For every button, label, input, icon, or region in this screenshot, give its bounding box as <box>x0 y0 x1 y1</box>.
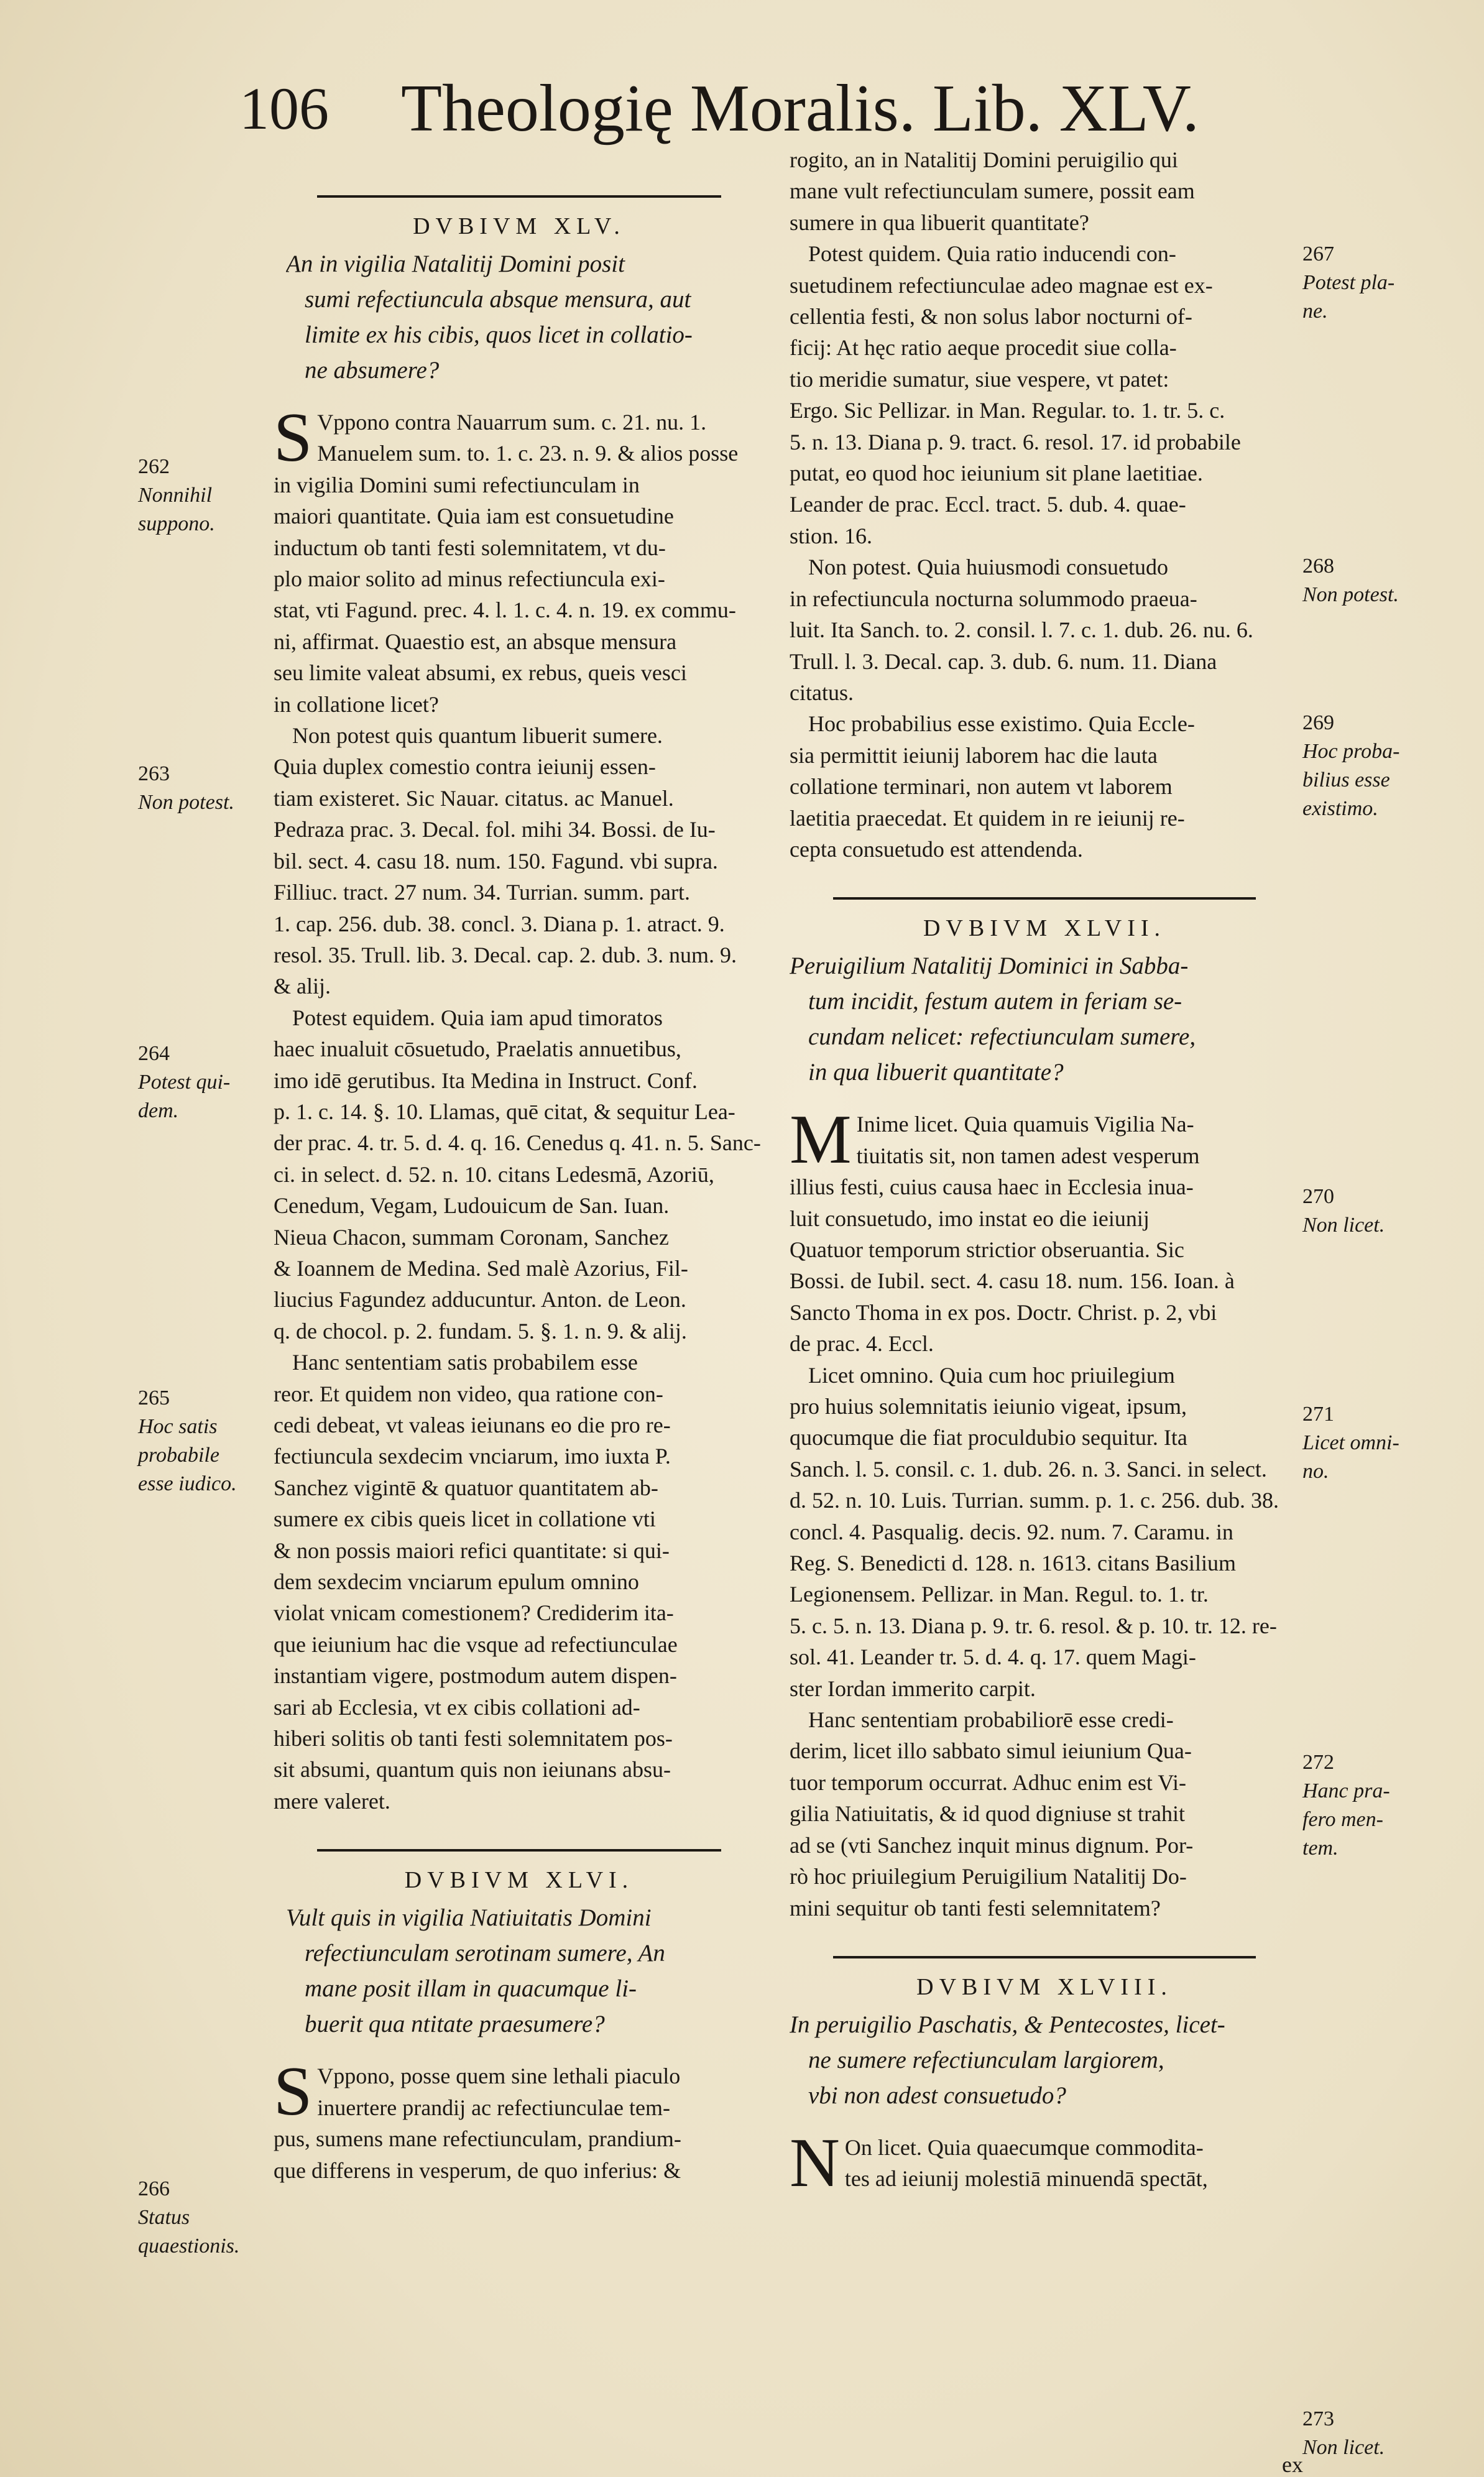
margin-note-267 <box>1302 240 1394 326</box>
dubium-47-question <box>790 948 1299 1090</box>
right-column <box>790 144 1299 2202</box>
continued-text <box>790 144 1299 238</box>
text-line: Legionensem. Pellizar. in Man. Regul. to. 1. tr. <box>790 1582 1209 1607</box>
left-column <box>274 144 765 2186</box>
section-rule <box>317 195 721 198</box>
dubium-46-question <box>274 1900 765 2042</box>
dubium-45-para-3 <box>274 1002 765 1347</box>
text-line: mane vult refectiunculam sumere, possit eam <box>790 178 1195 204</box>
margin-text: Non potest. <box>138 791 234 814</box>
text-line: Bossi. de Iubil. sect. 4. casu 18. num. 156. Ioan. à <box>790 1268 1235 1294</box>
dubium-48-question <box>790 2007 1299 2113</box>
margin-number: 273 <box>1302 2407 1334 2430</box>
dubium-45-heading: DVBIVM XLV. <box>413 213 625 239</box>
margin-note-272 <box>1302 1748 1390 1863</box>
margin-text: probabile <box>138 1444 219 1467</box>
margin-number: 272 <box>1302 1751 1334 1774</box>
text-line: maiori quantitate. Quia iam est consuetudine <box>274 504 674 529</box>
text-line: hiberi solitis ob tanti festi solemnitatem pos- <box>274 1726 673 1751</box>
text-line: inuertere prandij ac refectiunculae tem- <box>317 2095 670 2120</box>
dubium-47-para-3 <box>790 1704 1299 1924</box>
text-line: 5. c. 5. n. 13. Diana p. 9. tr. 6. resol. & p. 10. tr. 12. re- <box>790 1613 1277 1638</box>
margin-text: Hoc proba- <box>1302 740 1400 763</box>
question-line: In peruigilio Paschatis, & Pentecostes, licet- <box>790 2011 1225 2038</box>
text-line: de prac. 4. Eccl. <box>790 1331 934 1357</box>
text-line: plo maior solito ad minus refectiuncula exi- <box>274 566 665 592</box>
question-line: vbi non adest consuetudo? <box>808 2082 1066 2109</box>
dubium-48-heading: DVBIVM XLVIII. <box>916 1973 1173 2000</box>
margin-number: 264 <box>138 1042 170 1065</box>
margin-note-263 <box>138 760 234 817</box>
text-line: in vigilia Domini sumi refectiunculam in <box>274 472 640 497</box>
dubium-45-question <box>274 246 765 388</box>
dubium-46-heading: DVBIVM XLVI. <box>404 1867 634 1894</box>
margin-text: quaestionis. <box>138 2235 240 2258</box>
text-line: Non potest. Quia huiusmodi consuetudo <box>808 555 1168 580</box>
text-line: cepta consuetudo est attendenda. <box>790 836 1083 862</box>
margin-number: 270 <box>1302 1185 1334 1208</box>
text-line: laetitia praecedat. Et quidem in re ieiunij re- <box>790 805 1185 831</box>
text-line: & alij. <box>274 974 331 999</box>
question-line: tum incidit, festum autem in feriam se- <box>808 988 1182 1015</box>
question-line: refectiunculam serotinam sumere, An <box>305 1940 665 1967</box>
text-line: cedi debeat, vt valeas ieiunans eo die pro re- <box>274 1413 671 1437</box>
text-line: Sanchez vigintē & quatuor quantitatem ab- <box>274 1475 658 1500</box>
para-non-potest <box>790 551 1299 708</box>
margin-note-271 <box>1302 1400 1399 1486</box>
text-line: que ieiunium hac die vsque ad refectiunculae <box>274 1631 678 1657</box>
text-line: mini sequitur ob tanti festi selemnitatem? <box>790 1895 1161 1921</box>
section-rule <box>833 897 1256 900</box>
question-line: mane posit illam in quacumque li- <box>305 1975 637 2003</box>
text-line: ni, affirmat. Quaestio est, an absque mensura <box>274 629 677 654</box>
text-line: suetudinem refectiunculae adeo magnae est ex- <box>790 272 1213 298</box>
margin-number: 265 <box>138 1386 170 1409</box>
drop-cap: S <box>274 399 313 476</box>
question-line: ne absumere? <box>305 357 440 384</box>
question-line: buerit qua ntitate praesumere? <box>305 2011 605 2038</box>
text-line: p. 1. c. 14. §. 10. Llamas, quē citat, & sequitur Lea- <box>274 1099 735 1124</box>
text-line: tio meridie sumatur, siue vespere, vt patet: <box>790 366 1169 392</box>
text-line: On licet. Quia quaecumque commodita- <box>844 2134 1204 2160</box>
question-line: limite ex his cibis, quos licet in collatio- <box>305 321 693 348</box>
text-line: Sanch. l. 5. consil. c. 1. dub. 26. n. 3. Sanci. in select. <box>790 1456 1267 1482</box>
margin-text: existimo. <box>1302 797 1378 820</box>
question-line: An in vigilia Natalitij Domini posit <box>286 251 625 277</box>
text-line: liucius Fagundez adducuntur. Anton. de Leon. <box>274 1287 686 1312</box>
section-rule <box>317 1849 721 1852</box>
dubium-48-para-1 <box>790 2124 1299 2202</box>
dubium-47-para-2 <box>790 1360 1299 1704</box>
page-number: 106 <box>239 75 329 142</box>
margin-text: no. <box>1302 1460 1329 1483</box>
margin-note-266 <box>138 2175 239 2261</box>
margin-note-269 <box>1302 709 1399 823</box>
text-line: resol. 35. Trull. lib. 3. Decal. cap. 2. dub. 3. num. 9. <box>274 942 737 967</box>
text-line: sit absumi, quantum quis non ieiunans absu- <box>274 1757 671 1783</box>
para-hoc-probabilius <box>790 708 1299 865</box>
text-line: rogito, an in Natalitij Domini peruigilio qui <box>790 147 1178 172</box>
text-line: sumere ex cibis queis licet in collatione vti <box>274 1506 656 1532</box>
margin-number: 271 <box>1302 1403 1334 1426</box>
text-line: Hoc probabilius esse existimo. Quia Eccle- <box>808 711 1195 737</box>
text-line: d. 52. n. 10. Luis. Turrian. summ. p. 1. c. 256. dub. 38. <box>790 1488 1279 1513</box>
margin-number: 266 <box>138 2177 170 2200</box>
drop-cap: S <box>274 2053 313 2131</box>
text-line: stat, vti Fagund. prec. 4. l. 1. c. 4. n. 19. ex commu- <box>274 597 736 623</box>
text-line: Hanc sententiam satis probabilem esse <box>292 1350 638 1375</box>
text-line: citatus. <box>790 680 854 705</box>
text-line: que differens in vesperum, de quo inferius: & <box>274 2157 681 2183</box>
text-line: & Ioannem de Medina. Sed malè Azorius, Fil- <box>274 1255 688 1281</box>
margin-text: Licet omni- <box>1302 1431 1399 1454</box>
text-line: Licet omnino. Quia cum hoc priuilegium <box>808 1362 1175 1388</box>
dubium-45-para-4 <box>274 1347 765 1817</box>
text-line: inductum ob tanti festi solemnitatem, vt du- <box>274 535 666 560</box>
margin-text: Potest qui- <box>138 1071 231 1094</box>
text-line: Potest equidem. Quia iam apud timoratos <box>292 1005 663 1030</box>
text-line: ster Iordan immerito carpit. <box>790 1676 1036 1701</box>
text-line: 5. n. 13. Diana p. 9. tract. 6. resol. 17. id probabile <box>790 429 1241 454</box>
margin-text: suppono. <box>138 512 215 535</box>
running-title: Theologię Moralis. Lib. XLV. <box>401 71 1199 145</box>
margin-text: bilius esse <box>1302 768 1390 791</box>
question-line: ne sumere refectiunculam largiorem, <box>808 2046 1164 2073</box>
text-line: sia permittit ieiunij laborem hac die lauta <box>790 742 1158 768</box>
question-line: Peruigilium Natalitij Dominici in Sabba- <box>790 953 1189 980</box>
text-line: Reg. S. Benedicti d. 128. n. 1613. citans Basilium <box>790 1551 1236 1576</box>
drop-cap: N <box>790 2124 840 2202</box>
text-line: q. de chocol. p. 2. fundam. 5. §. 1. n. 9. & alij. <box>274 1318 687 1344</box>
text-line: pus, sumens mane refectiunculam, prandium- <box>274 2126 681 2152</box>
text-line: ficij: At hęc ratio aeque procedit siue colla- <box>790 335 1177 361</box>
text-line: seu limite valeat absumi, ex rebus, queis vesci <box>274 660 687 686</box>
text-line: Hanc sententiam probabiliorē esse credi- <box>808 1707 1174 1733</box>
text-line: violat vnicam comestionem? Crediderim ita- <box>274 1600 674 1626</box>
text-line: quocumque die fiat proculdubio sequitur. Ita <box>790 1425 1187 1451</box>
text-line: haec inualuit cōsuetudo, Praelatis annuetibus, <box>274 1036 681 1062</box>
text-line: putat, eo quod hoc ieiunium sit plane laetitiae. <box>790 461 1203 486</box>
text-line: pro huius solemnitatis ieiunio vigeat, ipsum, <box>790 1394 1187 1419</box>
margin-text: Non licet. <box>1302 2436 1385 2459</box>
text-line: fectiuncula sexdecim vnciarum, imo iuxta P. <box>274 1444 671 1469</box>
text-line: Potest quidem. Quia ratio inducendi con- <box>808 241 1176 267</box>
margin-number: 262 <box>138 455 170 478</box>
text-line: dem sexdecim vnciarum epulum omnino <box>274 1569 639 1595</box>
margin-number: 263 <box>138 762 170 785</box>
text-line: sol. 41. Leander tr. 5. d. 4. q. 17. quem Magi- <box>790 1644 1196 1670</box>
text-line: Trull. l. 3. Decal. cap. 3. dub. 6. num. 11. Diana <box>790 648 1217 674</box>
text-line: mere valeret. <box>274 1788 390 1814</box>
text-line: gilia Natiuitatis, & id quod digniuse st trahit <box>790 1801 1185 1827</box>
margin-note-264 <box>138 1040 230 1125</box>
text-line: der prac. 4. tr. 5. d. 4. q. 16. Cenedus q. 41. n. 5. Sanc- <box>274 1130 761 1156</box>
text-line: luit. Ita Sanch. to. 2. consil. l. 7. c. 1. dub. 26. nu. 6. <box>790 617 1253 643</box>
text-line: & non possis maiori refici quantitate: si qui- <box>274 1538 670 1563</box>
para-potest-quidem <box>790 238 1299 551</box>
question-line: cundam nelicet: refectiunculam sumere, <box>808 1023 1196 1051</box>
text-line: Nieua Chacon, summam Coronam, Sanchez <box>274 1224 669 1250</box>
margin-text: Non licet. <box>1302 1214 1385 1237</box>
dubium-47-heading: DVBIVM XLVII. <box>923 915 1166 942</box>
text-line: ad se (vti Sanchez inquit minus dignum. Por- <box>790 1832 1194 1858</box>
text-line: sumere in qua libuerit quantitate? <box>790 210 1089 235</box>
text-line: in refectiuncula nocturna solummodo praeua- <box>790 586 1197 611</box>
margin-text: Hanc pra- <box>1302 1779 1390 1802</box>
text-line: Quatuor temporum strictior obseruantia. Sic <box>790 1237 1184 1262</box>
text-line: tuor temporum occurrat. Adhuc enim est Vi- <box>790 1769 1187 1795</box>
text-line: 1. cap. 256. dub. 38. concl. 3. Diana p. 1. atract. 9. <box>274 911 725 936</box>
drop-cap: M <box>790 1101 852 1179</box>
text-line: Filliuc. tract. 27 num. 34. Turrian. summ. part. <box>274 880 690 905</box>
margin-number: 267 <box>1302 242 1334 265</box>
dubium-45-para-1 <box>274 399 765 720</box>
margin-number: 269 <box>1302 711 1334 734</box>
dubium-47-para-1 <box>790 1101 1299 1359</box>
text-line: Leander de prac. Eccl. tract. 5. dub. 4. quae- <box>790 492 1186 517</box>
text-line: imo idē gerutibus. Ita Medina in Instruct. Conf. <box>274 1068 698 1093</box>
dubium-45-para-2 <box>274 720 765 1002</box>
margin-text: dem. <box>138 1099 179 1122</box>
text-line: tes ad ieiunij molestiā minuendā spectāt, <box>844 2166 1208 2192</box>
text-line: Inime licet. Quia quamuis Vigilia Na- <box>856 1112 1194 1137</box>
margin-note-270 <box>1302 1183 1385 1240</box>
text-line: tiuitatis sit, non tamen adest vesperum <box>856 1143 1200 1168</box>
text-line: bil. sect. 4. casu 18. num. 150. Fagund. vbi supra. <box>274 848 718 874</box>
margin-text: Hoc satis <box>138 1415 218 1438</box>
margin-text: Non potest. <box>1302 583 1399 606</box>
text-line: illius festi, cuius causa haec in Ecclesia inua- <box>790 1174 1194 1200</box>
text-line: Quia duplex comestio contra ieiunij essen- <box>274 754 656 780</box>
text-line: collatione terminari, non autem vt laborem <box>790 774 1173 800</box>
text-line: cellentia festi, & non solus labor nocturni of- <box>790 304 1192 330</box>
text-line: ci. in select. d. 52. n. 10. citans Ledesmā, Azoriū, <box>274 1161 714 1187</box>
margin-text: Nonnihil <box>138 484 213 507</box>
margin-note-265 <box>138 1384 237 1498</box>
text-line: stion. 16. <box>790 523 873 548</box>
catchword: ex <box>1282 2452 1303 2477</box>
margin-note-273 <box>1302 2405 1385 2462</box>
text-line: sari ab Ecclesia, vt ex cibis collationi ad- <box>274 1694 640 1720</box>
margin-note-268 <box>1302 552 1399 609</box>
question-line: sumi refectiuncula absque mensura, aut <box>305 286 691 313</box>
text-line: Non potest quis quantum libuerit sumere. <box>292 723 663 749</box>
margin-text: esse iudico. <box>138 1472 237 1495</box>
text-line: instantiam vigere, postmodum autem dispen- <box>274 1663 677 1689</box>
question-line: Vult quis in vigilia Natiuitatis Domini <box>286 1904 652 1932</box>
text-line: Sancto Thoma in ex pos. Doctr. Christ. p. 2, vbi <box>790 1299 1217 1325</box>
text-line: in collatione licet? <box>274 691 439 717</box>
text-line: derim, licet illo sabbato simul ieiunium Qua- <box>790 1738 1192 1764</box>
text-line: Vppono contra Nauarrum sum. c. 21. nu. 1. <box>317 410 707 435</box>
text-line: reor. Et quidem non video, qua ratione con- <box>274 1381 663 1406</box>
dubium-46-para-1 <box>274 2053 765 2186</box>
text-line: Pedraza prac. 3. Decal. fol. mihi 34. Bossi. de Iu- <box>274 817 716 842</box>
section-rule <box>833 1956 1256 1958</box>
margin-text: ne. <box>1302 300 1328 323</box>
question-line: in qua libuerit quantitate? <box>808 1059 1064 1086</box>
margin-text: Status <box>138 2206 190 2229</box>
text-line: Cenedum, Vegam, Ludouicum de San. Iuan. <box>274 1193 670 1219</box>
text-line: Vppono, posse quem sine lethali piaculo <box>317 2064 681 2089</box>
margin-number: 268 <box>1302 555 1334 578</box>
margin-text: Potest pla- <box>1302 271 1395 294</box>
text-line: Manuelem sum. to. 1. c. 23. n. 9. & alios posse <box>317 441 739 466</box>
text-line: tiam existeret. Sic Nauar. citatus. ac Manuel. <box>274 785 674 811</box>
margin-text: fero men- <box>1302 1808 1383 1831</box>
margin-text: tem. <box>1302 1837 1339 1860</box>
text-line: Ergo. Sic Pellizar. in Man. Regular. to. 1. tr. 5. c. <box>790 398 1225 423</box>
text-line: concl. 4. Pasqualig. decis. 92. num. 7. Caramu. in <box>790 1519 1233 1544</box>
text-line: luit consuetudo, imo instat eo die ieiunij <box>790 1206 1150 1231</box>
margin-note-262 <box>138 453 215 538</box>
text-line: rò hoc priuilegium Peruigilium Natalitij Do- <box>790 1864 1187 1889</box>
